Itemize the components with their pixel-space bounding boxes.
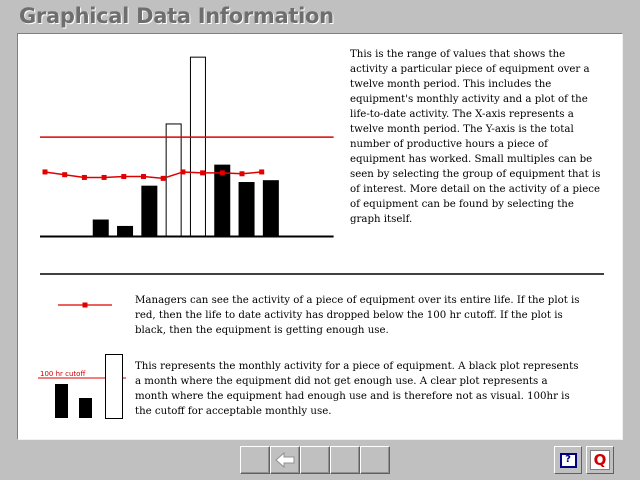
chart-description: This is the range of values that shows the activity a particular piece of equipment over a twelve month period. This includes the equipment's monthly activity and a plot of the life-to-date activity. The X-axis represents a twelve month period. The Y-axis is the total number of productive hours a piece of equipment has worked. Small multiples can be seen by selecting the group of equipment that is of interest. More detail on the activity of a piece of equipment can be found by selecting the graph itself. — [350, 49, 601, 225]
ltd-point-8 — [180, 169, 185, 174]
bar-month-10 — [263, 180, 279, 236]
quit-button[interactable] — [586, 446, 614, 474]
cutoff-label: 100 hr cutoff — [40, 370, 86, 378]
legend-clear-bar — [106, 355, 123, 419]
page-title: Graphical Data Information — [19, 4, 334, 28]
ltd-point-12 — [259, 169, 264, 174]
bar-month-7 — [190, 57, 205, 236]
content-panel — [17, 33, 623, 440]
bars-legend-icon — [38, 351, 130, 421]
ltd-point-6 — [141, 174, 146, 179]
back-button[interactable] — [270, 446, 300, 474]
legend-line-marker — [83, 303, 88, 308]
legend-black-bar-2 — [79, 398, 92, 418]
nav-bar — [240, 446, 390, 474]
bar-month-6 — [166, 124, 181, 236]
ltd-point-5 — [121, 174, 126, 179]
nav-blank-button-1[interactable] — [240, 446, 270, 474]
line-legend-text: Managers can see the activity of a piece of equipment over its entire life. If the plot is red, then the life to date activity has dropped below the 100 hr cutoff. If the plot is black, then the equipment is getting enough use. — [135, 295, 580, 336]
legend-black-bar-1 — [55, 384, 68, 418]
ltd-point-10 — [220, 170, 225, 175]
help-icon: ? — [560, 453, 577, 468]
quit-icon: Q — [590, 450, 610, 470]
section-divider — [40, 273, 604, 275]
back-arrow-icon — [275, 451, 295, 469]
help-button[interactable] — [554, 446, 582, 474]
nav-blank-button-2[interactable] — [300, 446, 330, 474]
ltd-point-4 — [102, 175, 107, 180]
ltd-point-2 — [62, 172, 67, 177]
nav-blank-button-4[interactable] — [360, 446, 390, 474]
ltd-point-1 — [43, 169, 48, 174]
ltd-point-11 — [240, 171, 245, 176]
ltd-point-3 — [82, 175, 87, 180]
line-legend-icon — [56, 300, 116, 310]
ltd-point-7 — [161, 176, 166, 181]
nav-blank-button-3[interactable] — [330, 446, 360, 474]
bar-month-3 — [93, 220, 109, 236]
bar-month-5 — [141, 186, 157, 236]
bar-month-9 — [239, 182, 255, 236]
bar-month-4 — [117, 226, 133, 236]
bars-legend-text: This represents the monthly activity for a piece of equipment. A black plot represents a month where the equipment did not get enough use. A clear plot represents a month where the equipment had enough use and is therefore not as visual. 100hr is the cutoff for acceptable monthly use. — [135, 361, 579, 417]
activity-chart[interactable] — [18, 34, 348, 254]
ltd-point-9 — [200, 170, 205, 175]
